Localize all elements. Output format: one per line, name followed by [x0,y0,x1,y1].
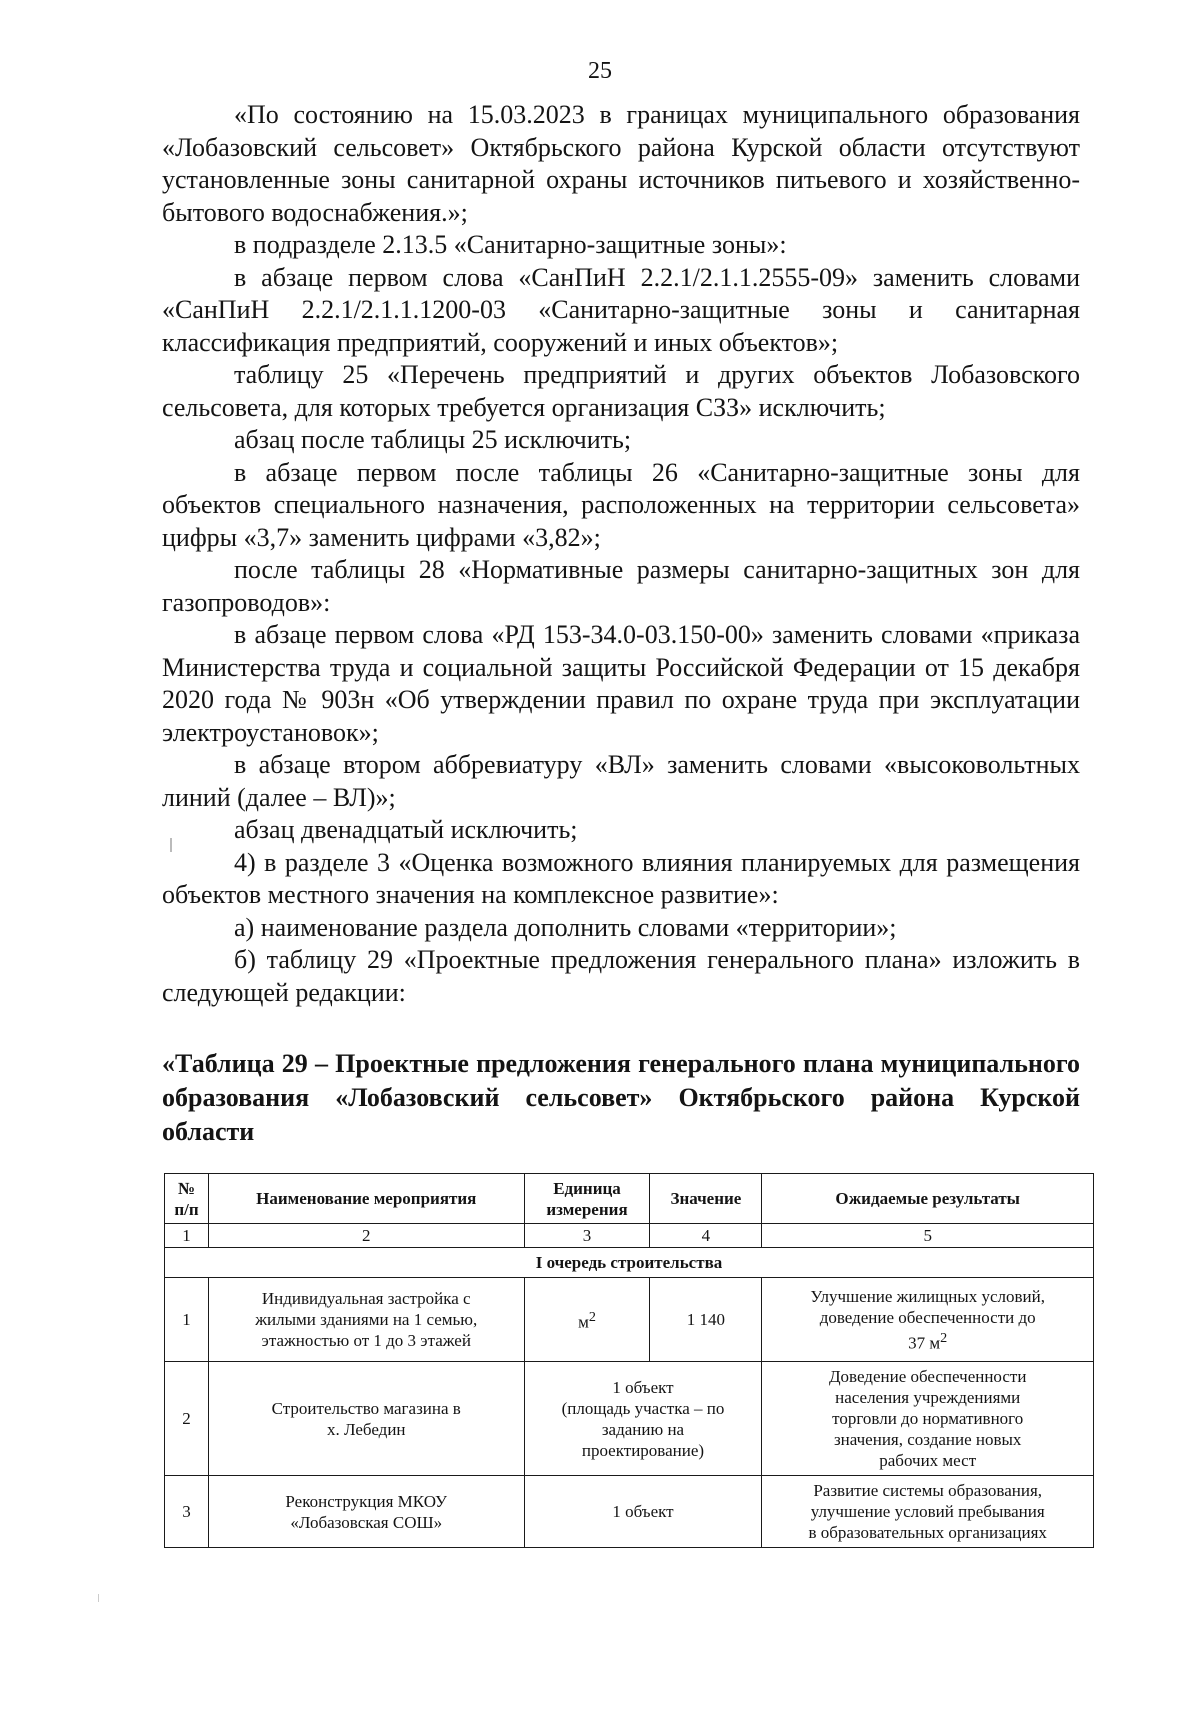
row-name: Реконструкция МКОУ «Лобазовская СОШ» [208,1476,524,1548]
row-result: Улучшение жилищных условий, доведение обеспеченности до 37 $м^2$ [762,1278,1094,1362]
table-title: «Таблица 29 – Проектные предложения генерального плана муниципального образования «Лобазовский сельсовет» Октябрьского района Курской области [162,1049,1080,1146]
body-text [162,99,1080,1009]
scan-mark [170,838,172,852]
row-number: 2 [165,1362,209,1476]
paragraph: «По состоянию на 15.03.2023 в границах муниципального образования «Лобазовский сельсовет» Октябрьского района Курской области отсутствуют установленные зоны санитарной охраны источников питьевого и хозяйственно-бытового водоснабжения.»; [162,100,1080,227]
row-name: Строительство магазина в х. Лебедин [208,1362,524,1476]
row-result: Доведение обеспеченности населения учреждениями торговли до нормативного значения, создание новых рабочих мест [762,1362,1094,1476]
paragraph: в абзаце первом после таблицы 26 «Санитарно-защитные зоны для объектов специального назначения, расположенных на территории сельсовета» цифры «3,7» заменить цифрами «3,82»; [162,457,1080,552]
header-cell-unit: Единица измерения [524,1174,650,1224]
column-number: 2 [208,1224,524,1248]
row-unit-value: 1 объект [524,1476,762,1548]
scan-mark [98,1594,99,1602]
paragraph: абзац после таблицы 25 исключить; [234,425,632,454]
row-unit-value: 1 объект (площадь участка – по заданию на проектирование) [524,1362,762,1476]
table-row [165,1362,1094,1476]
project-table [164,1173,1094,1548]
column-number: 3 [524,1224,650,1248]
paragraph: в абзаце втором аббревиатуру «ВЛ» заменить словами «высоковольтных линий (далее – ВЛ)»; [162,750,1080,812]
section-row [165,1248,1094,1278]
row-number: 1 [165,1278,209,1362]
paragraph: в подразделе 2.13.5 «Санитарно-защитные зоны»: [234,230,787,259]
paragraph: абзац двенадцатый исключить; [234,815,578,844]
table-row [165,1278,1094,1362]
header-cell-result: Ожидаемые результаты [762,1174,1094,1224]
column-number-row [165,1224,1094,1248]
column-number: 4 [650,1224,762,1248]
paragraph: после таблицы 28 «Нормативные размеры санитарно-защитных зон для газопроводов»: [162,555,1080,617]
paragraph: а) наименование раздела дополнить словами «территории»; [234,912,897,942]
column-number: 1 [165,1224,209,1248]
row-result: Развитие системы образования, улучшение условий пребывания в образовательных организациях [762,1476,1094,1548]
paragraph: в абзаце первом слова «РД 153-34.0-03.150-00» заменить словами «приказа Министерства труда и социальной защиты Российской Федерации от 15 декабря 2020 года № 903н «Об утверждении правил по охране труда при эксплуатации электроустановок»; [162,620,1080,747]
row-number: 3 [165,1476,209,1548]
column-number: 5 [762,1224,1094,1248]
header-cell-number: № п/п [165,1174,209,1224]
paragraph: таблицу 25 «Перечень предприятий и других объектов Лобазовского сельсовета, для которых требуется организация СЗЗ» исключить; [162,360,1080,422]
section-heading: I очередь строительства [165,1248,1094,1278]
paragraph: 4) в разделе 3 «Оценка возможного влияния планируемых для размещения объектов местного значения на комплексное развитие»: [162,847,1080,909]
row-unit: $м^2$ [524,1278,650,1362]
row-value: 1 140 [650,1278,762,1362]
page-number: 25 [588,58,612,84]
row-name: Индивидуальная застройка с жилыми зданиями на 1 семью, этажностью от 1 до 3 этажей [208,1278,524,1362]
header-cell-name: Наименование мероприятия [208,1174,524,1224]
header-cell-value: Значение [650,1174,762,1224]
paragraph: в абзаце первом слова «СанПиН 2.2.1/2.1.1.2555-09» заменить словами «СанПиН 2.2.1/2.1.1.1200-03 «Санитарно-защитные зоны и санитарная классификация предприятий, сооружений и иных объектов»; [162,262,1080,357]
table-row [165,1476,1094,1548]
table-header-row [165,1174,1094,1224]
paragraph: б) таблицу 29 «Проектные предложения генерального плана» изложить в следующей редакции: [162,945,1080,1007]
